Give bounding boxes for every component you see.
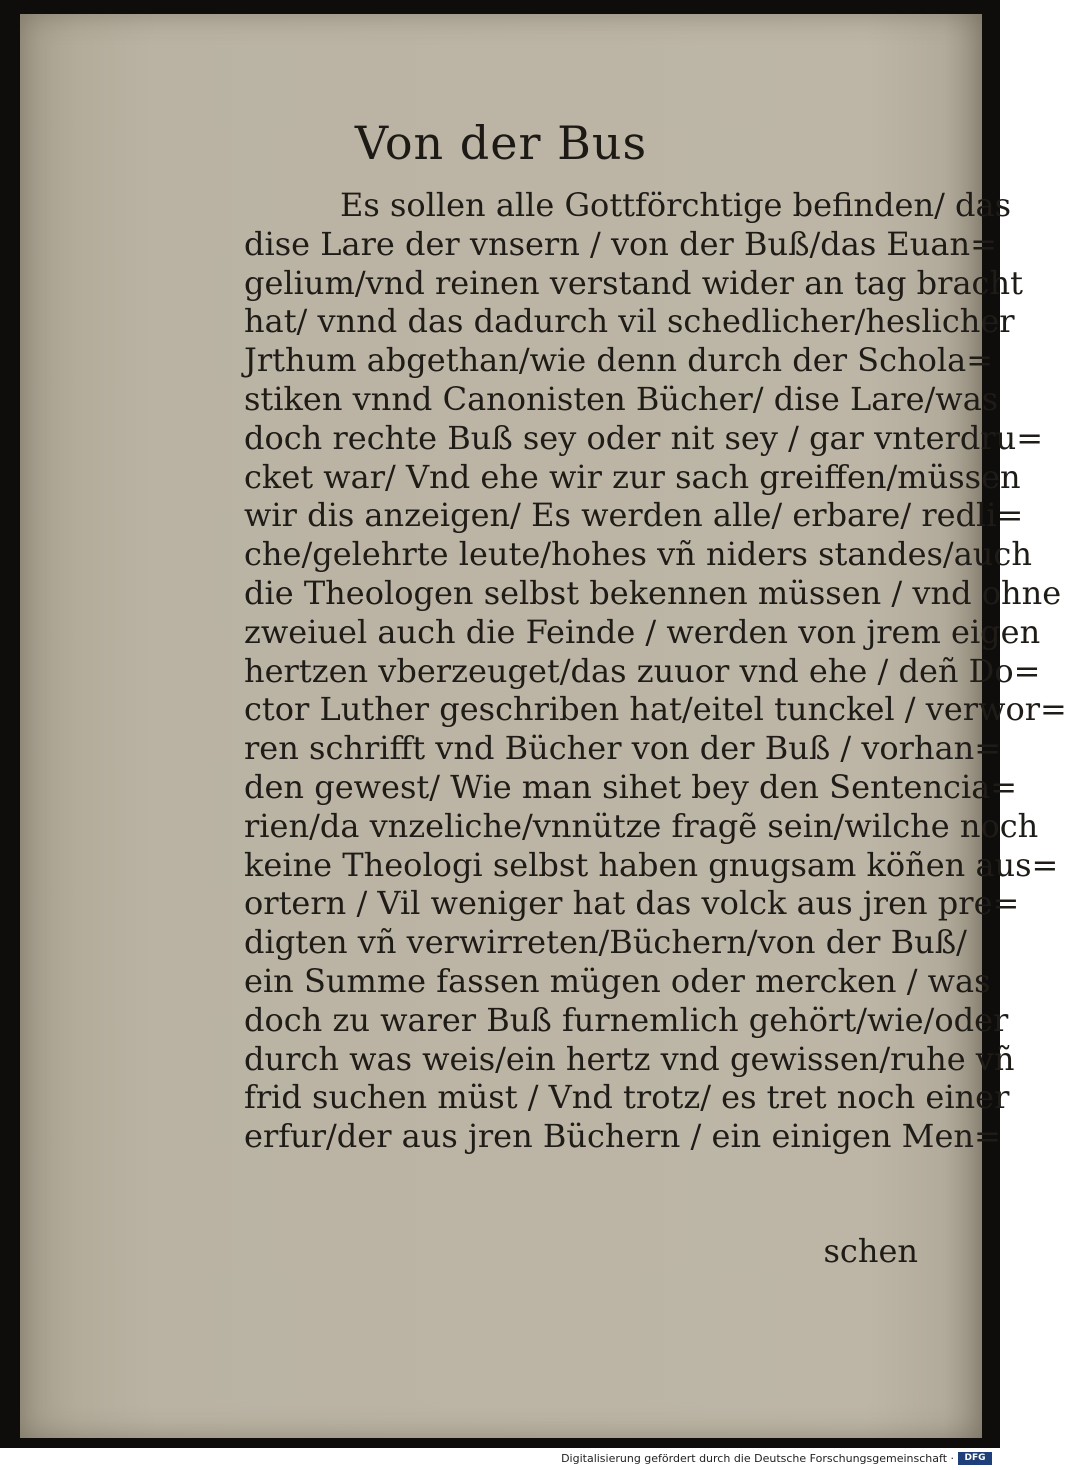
book-page (20, 14, 1067, 1438)
text-line: ein Summe fassen mügen oder mercken / was (244, 961, 991, 1000)
text-line: hertzen vberzeuget/das zuuor vnd ehe / deñ Do= (244, 651, 1041, 690)
text-line: keine Theologi selbst haben gnugsam köñen aus= (244, 845, 1059, 884)
text-line: doch zu warer Buß furnemlich gehört/wie/oder (244, 1000, 1009, 1039)
text-line: wir dis anzeigen/ Es werden alle/ erbare/ redli= (244, 496, 1024, 535)
text-line: digten vñ verwirreten/Büchern/von der Buß/ (244, 923, 967, 962)
page-body-text (244, 186, 1067, 1156)
text-line: gelium/vnd reinen verstand wider an tag bracht (244, 263, 1023, 302)
text-line: ren schrifft vnd Bücher von der Buß / vorhan= (244, 729, 1002, 768)
text-line: dise Lare der vnsern / von der Buß/das Euan= (244, 224, 997, 263)
dfg-logo: DFG (958, 1452, 992, 1465)
text-line: Es sollen alle Gottförchtige befinden/ das (340, 186, 1011, 224)
footer-bar (0, 1448, 1000, 1470)
funding-credit: Digitalisierung gefördert durch die Deutsche Forschungsgemeinschaft · (561, 1452, 954, 1465)
text-line: Jrthum abgethan/wie denn durch der Schola= (244, 341, 994, 380)
text-line: erfur/der aus jren Büchern / ein einigen Men= (244, 1117, 1001, 1156)
text-line: zweiuel auch die Feinde / werden von jrem eigen (244, 612, 1041, 651)
catchword: schen (823, 1232, 918, 1270)
text-line: ctor Luther geschriben hat/eitel tunckel / verwor= (244, 690, 1067, 729)
text-line: frid suchen müst / Vnd trotz/ es tret noch einer (244, 1078, 1010, 1117)
text-line: che/gelehrte leute/hohes vñ niders standes/auch (244, 535, 1032, 574)
text-line: doch rechte Buß sey oder nit sey / gar vnterdru= (244, 418, 1044, 457)
text-line: hat/ vnnd das dadurch vil schedlicher/heslicher (244, 302, 1015, 341)
text-line: stiken vnnd Canonisten Bücher/ dise Lare/was (244, 379, 999, 418)
text-line: die Theologen selbst bekennen müssen / vnd ohne (244, 573, 1062, 612)
text-line: den gewest/ Wie man sihet bey den Sentencia= (244, 767, 1018, 806)
text-line: rien/da vnzeliche/vnnütze fragẽ sein/wilche noch (244, 806, 1039, 845)
page-heading: Von der Bus (354, 116, 648, 170)
text-line: ortern / Vil weniger hat das volck aus jren pre= (244, 884, 1020, 923)
text-line: durch was weis/ein hertz vnd gewissen/ruhe vñ (244, 1039, 1015, 1078)
text-line: cket war/ Vnd ehe wir zur sach greiffen/müssen (244, 457, 1021, 496)
